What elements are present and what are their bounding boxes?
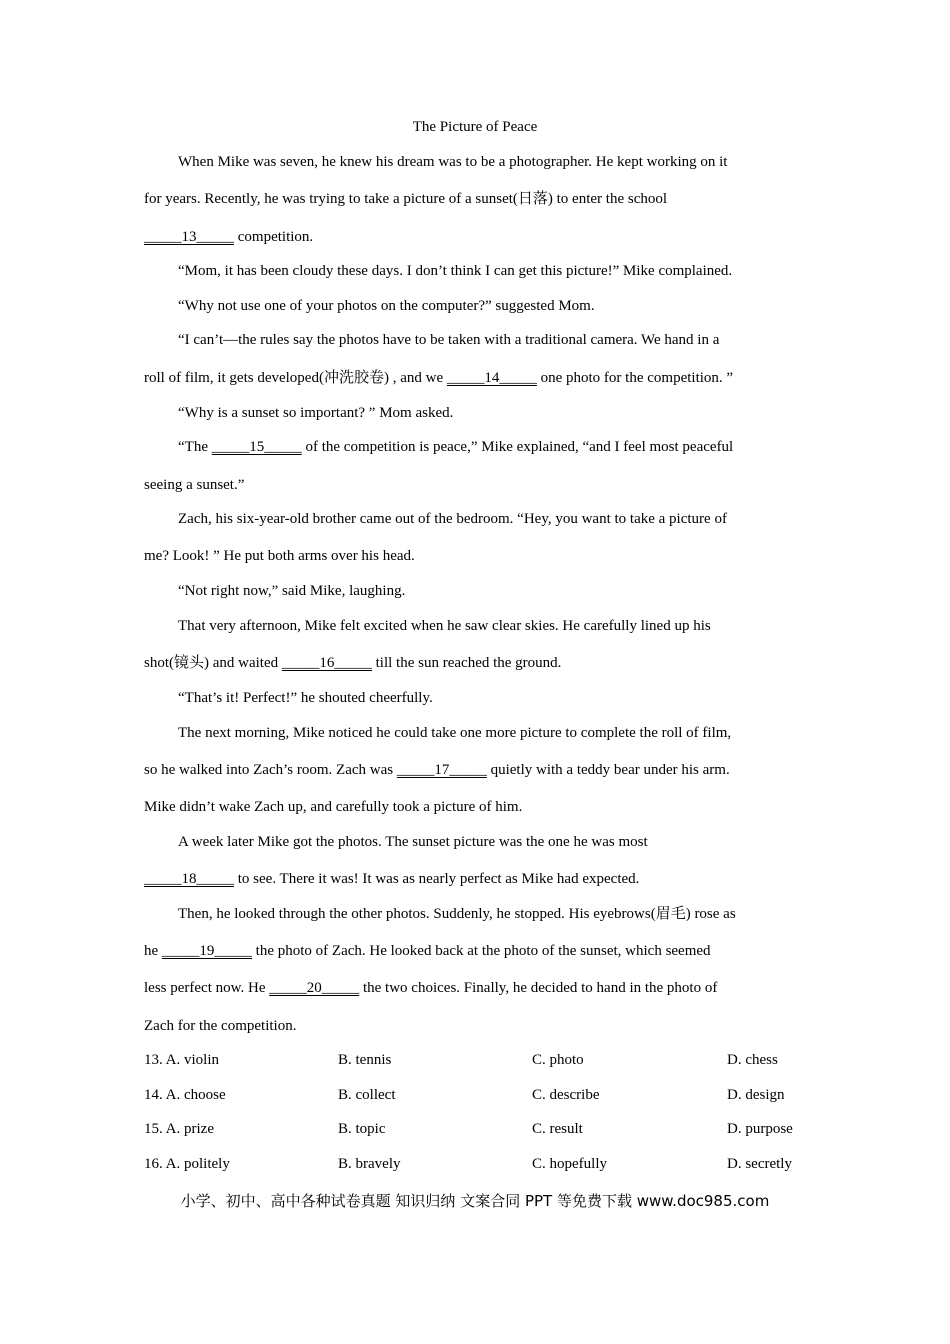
answer-blank: _____15_____ <box>211 439 302 455</box>
answer-blank: _____13_____ <box>144 229 234 245</box>
passage-line <box>178 688 806 708</box>
passage-text: for years. Recently, he was trying to take a picture of a sunset(日落) to enter the school <box>144 191 668 207</box>
passage-line <box>144 368 806 388</box>
passage-text: The next morning, Mike noticed he could take one more picture to complete the roll of film, <box>178 725 732 741</box>
passage-text: shot(镜头) and waited <box>144 655 282 671</box>
option-15-a: 15. A. prize <box>144 1121 214 1137</box>
passage-line <box>144 869 806 889</box>
passage-line <box>144 797 806 817</box>
passage-text: Zach, his six-year-old brother came out of the bedroom. “Hey, you want to take a picture of <box>178 511 727 527</box>
passage-text: “The <box>178 439 212 455</box>
passage-text: the photo of Zach. He looked back at the photo of the sunset, which seemed <box>251 943 711 959</box>
passage-line <box>144 475 806 495</box>
passage-text: A week later Mike got the photos. The sunset picture was the one he was most <box>178 834 648 850</box>
option-15-d: D. purpose <box>727 1121 793 1137</box>
answer-blank: _____19_____ <box>161 943 252 959</box>
passage-text: to see. There it was! It was as nearly perfect as Mike had expected. <box>234 871 640 887</box>
passage-line <box>178 832 806 852</box>
passage-text: me? Look! ” He put both arms over his head. <box>144 548 415 564</box>
passage-line <box>144 227 806 247</box>
passage-text: of the competition is peace,” Mike explained, “and I feel most peaceful <box>301 439 734 455</box>
passage-text: “That’s it! Perfect!” he shouted cheerfully. <box>178 690 433 706</box>
passage-text: “I can’t—the rules say the photos have to be taken with a traditional camera. We hand in a <box>178 332 720 348</box>
passage-text: “Why is a sunset so important? ” Mom asked. <box>178 405 454 421</box>
passage-line <box>144 760 806 780</box>
passage-line <box>144 189 806 209</box>
passage-line <box>144 546 806 566</box>
passage-text: Zach for the competition. <box>144 1018 297 1034</box>
passage-line <box>144 941 806 961</box>
answer-blank: _____20_____ <box>269 980 360 996</box>
passage-line <box>178 616 806 636</box>
option-13-d: D. chess <box>727 1052 778 1068</box>
passage-text: till the sun reached the ground. <box>371 655 562 671</box>
passage-line <box>178 296 806 316</box>
answer-blank: _____18_____ <box>144 871 234 887</box>
option-16-b: B. bravely <box>338 1156 401 1172</box>
option-15-c: C. result <box>532 1121 583 1137</box>
passage-line <box>178 904 806 924</box>
option-16-d: D. secretly <box>727 1156 792 1172</box>
passage-text: Then, he looked through the other photos. Suddenly, he stopped. His eyebrows(眉毛) rose as <box>178 906 736 922</box>
answer-blank: _____16_____ <box>281 655 372 671</box>
passage-text: When Mike was seven, he knew his dream was to be a photographer. He kept working on it <box>178 154 728 170</box>
passage-text: competition. <box>234 229 314 245</box>
passage-text: “Mom, it has been cloudy these days. I don’t think I can get this picture!” Mike complained. <box>178 263 733 279</box>
option-13-b: B. tennis <box>338 1052 392 1068</box>
passage-line <box>178 152 806 172</box>
passage-text: “Why not use one of your photos on the computer?” suggested Mom. <box>178 298 595 314</box>
passage-line <box>178 723 806 743</box>
option-15-b: B. topic <box>338 1121 386 1137</box>
passage-text: roll of film, it gets developed(冲洗胶卷) , and we <box>144 370 447 386</box>
passage-text: less perfect now. He <box>144 980 270 996</box>
passage-text: so he walked into Zach’s room. Zach was <box>144 762 397 778</box>
option-16-a: 16. A. politely <box>144 1156 230 1172</box>
footer-banner: 小学、初中、高中各种试卷真题 知识归纳 文案合同 PPT 等免费下载 www.doc985.com <box>180 1192 770 1210</box>
passage-line <box>178 403 806 423</box>
passage-text: “Not right now,” said Mike, laughing. <box>178 583 406 599</box>
option-13-c: C. photo <box>532 1052 584 1068</box>
passage-line <box>178 437 806 457</box>
passage-text: seeing a sunset.” <box>144 477 245 493</box>
option-14-c: C. describe <box>532 1087 600 1103</box>
option-14-a: 14. A. choose <box>144 1087 226 1103</box>
passage-line <box>144 653 806 673</box>
passage-line <box>144 1016 806 1036</box>
passage-line <box>178 330 806 350</box>
passage-text: he <box>144 943 162 959</box>
answer-blank: _____14_____ <box>446 370 537 386</box>
answer-blank: _____17_____ <box>396 762 487 778</box>
option-14-d: D. design <box>727 1087 785 1103</box>
passage-line <box>178 261 806 281</box>
document-title: The Picture of Peace <box>412 119 538 135</box>
passage-text: That very afternoon, Mike felt excited when he saw clear skies. He carefully lined up his <box>178 618 711 634</box>
option-14-b: B. collect <box>338 1087 396 1103</box>
passage-line <box>178 581 806 601</box>
passage-text: the two choices. Finally, he decided to hand in the photo of <box>359 980 718 996</box>
passage-text: Mike didn’t wake Zach up, and carefully took a picture of him. <box>144 799 523 815</box>
option-16-c: C. hopefully <box>532 1156 607 1172</box>
passage-line <box>144 978 806 998</box>
option-13-a: 13. A. violin <box>144 1052 220 1068</box>
passage-line <box>178 509 806 529</box>
passage-text: quietly with a teddy bear under his arm. <box>486 762 730 778</box>
passage-text: one photo for the competition. ” <box>536 370 734 386</box>
